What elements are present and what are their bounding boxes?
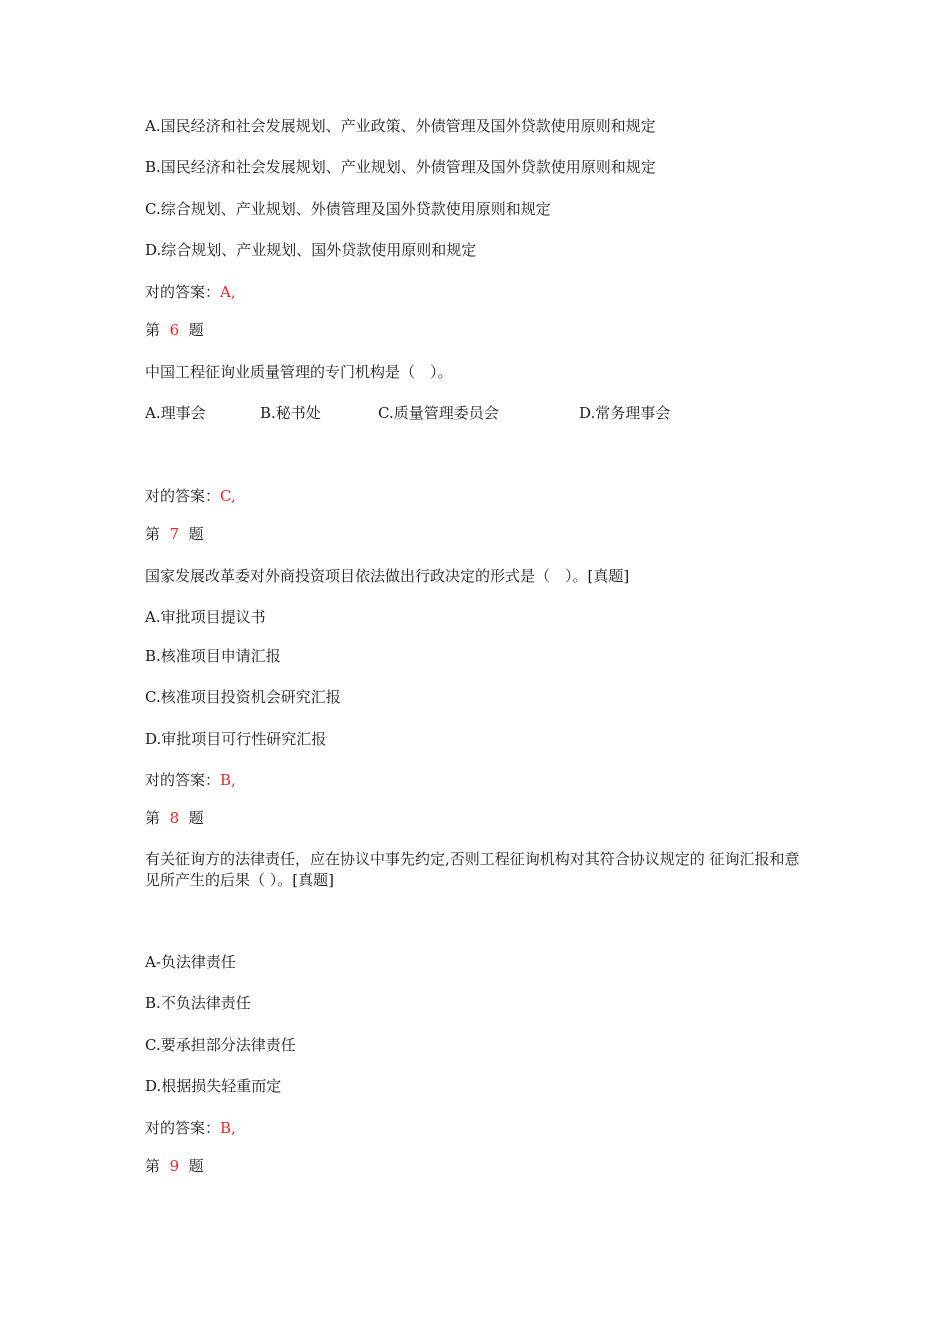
q8-question: 有关征询方的法律责任，应在协议中事先约定,否则工程征询机构对其符合协议规定的 征询汇报和意见所产生的后果（ ）。[真题] — [145, 850, 800, 889]
question-suffix: 题 — [188, 809, 204, 827]
q5-option-d: D.综合规划、产业规划、国外贷款使用原则和规定 — [145, 241, 477, 259]
answer-label: 对的答案： — [145, 771, 221, 789]
q5-option-c: C.综合规划、产业规划、外债管理及国外贷款使用原则和规定 — [145, 200, 551, 218]
q6-option-a: A.理事会 — [145, 404, 206, 422]
q6-question: 中国工程征询业质量管理的专门机构是（ ）。 — [145, 363, 453, 381]
answer-value: C, — [220, 487, 236, 505]
q6-heading — [145, 320, 204, 340]
q7-option-b: B.核准项目申请汇报 — [145, 647, 281, 665]
q5-option-a: A.国民经济和社会发展规划、产业政策、外债管理及国外贷款使用原则和规定 — [145, 117, 656, 135]
q6-option-d: D.常务理事会 — [579, 404, 671, 422]
q7-option-d: D.审批项目可行性研究汇报 — [145, 730, 327, 748]
question-suffix: 题 — [188, 1157, 204, 1175]
answer-label: 对的答案： — [145, 1119, 221, 1137]
q6-answer — [145, 486, 236, 506]
question-prefix: 第 — [145, 809, 161, 827]
q6-option-c: C.质量管理委员会 — [378, 404, 499, 422]
question-prefix: 第 — [145, 525, 161, 543]
q5-option-b: B.国民经济和社会发展规划、产业规划、外债管理及国外贷款使用原则和规定 — [145, 158, 656, 176]
question-prefix: 第 — [145, 321, 161, 339]
q8-option-d: D.根据损失轻重而定 — [145, 1077, 282, 1095]
q6-option-b: B.秘书处 — [260, 404, 321, 422]
q7-heading — [145, 524, 204, 544]
question-number: 8 — [169, 809, 180, 827]
answer-label: 对的答案： — [145, 487, 221, 505]
question-prefix: 第 — [145, 1157, 161, 1175]
question-number: 6 — [169, 321, 180, 339]
q8-option-a: A-负法律责任 — [145, 953, 236, 971]
q8-option-c: C.要承担部分法律责任 — [145, 1036, 296, 1054]
question-suffix: 题 — [188, 321, 204, 339]
q8-answer — [145, 1118, 236, 1138]
q8-option-b: B.不负法律责任 — [145, 994, 251, 1012]
q7-question: 国家发展改革委对外商投资项目依法做出行政决定的形式是（ ）。[真题] — [145, 567, 630, 585]
q5-answer — [145, 282, 236, 302]
question-number: 7 — [169, 525, 180, 543]
q7-option-a: A.审批项目提议书 — [145, 608, 266, 626]
question-suffix: 题 — [188, 525, 204, 543]
answer-label: 对的答案： — [145, 283, 221, 301]
answer-value: A, — [220, 283, 236, 301]
answer-value: B, — [220, 1119, 236, 1137]
q7-answer — [145, 770, 236, 790]
q8-heading — [145, 808, 204, 828]
q7-option-c: C.核准项目投资机会研究汇报 — [145, 688, 341, 706]
answer-value: B, — [220, 771, 236, 789]
question-number: 9 — [169, 1157, 180, 1175]
q9-heading — [145, 1156, 204, 1176]
